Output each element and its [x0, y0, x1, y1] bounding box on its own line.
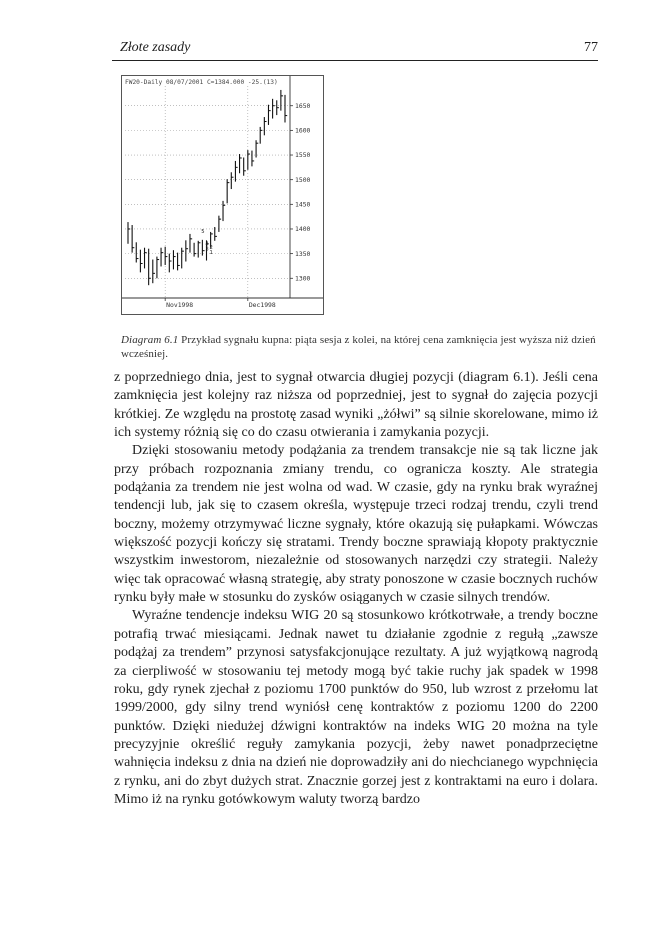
paragraph-1: z poprzedniego dnia, jest to sygnał otwarcia długiej pozycji (diagram 6.1). Jeśli cena zamknięcia jest kolejny raz niższa od poprzedniej, jest to sygnał do zajęcia pozycji krótkiej. Ze względu na prostotę zasad wyniki „żółwi” są silnie skorelowane, mimo iż ich systemy różnią się co do czasu otwierania i zamykania pozycji. [114, 370, 598, 441]
sequence-number-label: 1 [209, 249, 213, 256]
chart-axes [122, 76, 323, 301]
sequence-number-label: 4 [205, 241, 209, 248]
y-tick-label: 1300 [295, 274, 311, 283]
chart-labels [166, 102, 310, 309]
price-chart [121, 75, 324, 315]
x-tick-label: Dec1998 [248, 301, 276, 309]
y-tick-label: 1550 [295, 151, 311, 160]
y-tick-label: 1600 [295, 126, 311, 135]
caption-text: Przykład sygnału kupna: piąta sesja z kolei, na której cena zamknięcia jest wyższa niż dzień wcześniej. [121, 334, 596, 360]
y-tick-label: 1350 [295, 249, 311, 258]
page-number: 77 [584, 40, 598, 55]
chart-grid [125, 86, 290, 298]
running-head [112, 40, 598, 62]
paragraph-2: Dzięki stosowaniu metody podążania za trendem transakcje nie są tak liczne jak przy próbach rozpoznania zmiany trendu, co ogranicza koszty. Ale strategia podążania za trendem nie jest wolna od wad. W czasie, gdy na rynku brak wyraźnej tendencji lub, jak się to czasem określa, występuje trzeci rodzaj trendu, czyli trend boczny, możemy otrzymywać liczne sygnały, które okazują się pułapkami. Wówczas większość pozycji kończy się stratami. Trendy boczne sprawiają kłopoty praktycznie wszystkim inwestorom, niezależnie od stosowanych narzędzi czy strategii. Należy więc tak opracować własną strategię, aby straty ponoszone w czasie bocznych ruchów rynku były małe w stosunku do zysków osiąganych w czasie silnych trendów. [114, 443, 598, 606]
chart-info-text: FW20-Daily 08/07/2001 C=1384.000 -25.(13) [125, 79, 278, 86]
y-tick-label: 1650 [295, 101, 311, 110]
figure-caption [121, 333, 601, 361]
sequence-number-label: 5 [201, 228, 205, 235]
running-title: Złote zasady [120, 40, 191, 55]
header-rule [112, 60, 598, 61]
chart-bars [128, 90, 287, 285]
paragraph-3: Wyraźne tendencje indeksu WIG 20 są stosunkowo krótkotrwałe, a trendy boczne potrafią trwać miesiącami. Jednak nawet tu działanie zgodnie z regułą „zawsze podążaj za trendem” przynosi satysfakcjonujące rezultaty. A już wyjątkową nagrodą za cierpliwość w stosowaniu tej metody mogą być takie ruchy jak spadek w 1998 roku, gdy rynek zjechał z poziomu 1700 punktów do 950, lub wzrost z przełomu lat 1999/2000, gdy silny trend wyniósł cenę kontraktów z poziomu 1200 do 2200 punktów. Dzięki niedużej dźwigni kontraktów na indeks WIG 20 można na tyle precyzyjnie określić reguły zamykania pozycji, żeby nawet ponadprzeciętne wahnięcia indeksu z dnia na dzień nie doprowadziły ani do niechcianego wypchnięcia z rynku, ani do zbyt dużych strat. Znacznie gorzej jest z kontraktami na euro i dolara. Mimo iż na rynku gotówkowym waluty tworzą bardzo [114, 608, 598, 807]
y-tick-label: 1400 [295, 225, 311, 234]
body-text [114, 369, 598, 809]
sequence-number-label: 3 [205, 246, 209, 253]
sequence-number-label: 2 [209, 244, 213, 251]
x-tick-label: Nov1998 [166, 301, 194, 309]
caption-label: Diagram 6.1 [121, 334, 179, 346]
y-tick-label: 1500 [295, 175, 311, 184]
chart-canvas [122, 76, 323, 314]
y-tick-label: 1450 [295, 200, 311, 209]
